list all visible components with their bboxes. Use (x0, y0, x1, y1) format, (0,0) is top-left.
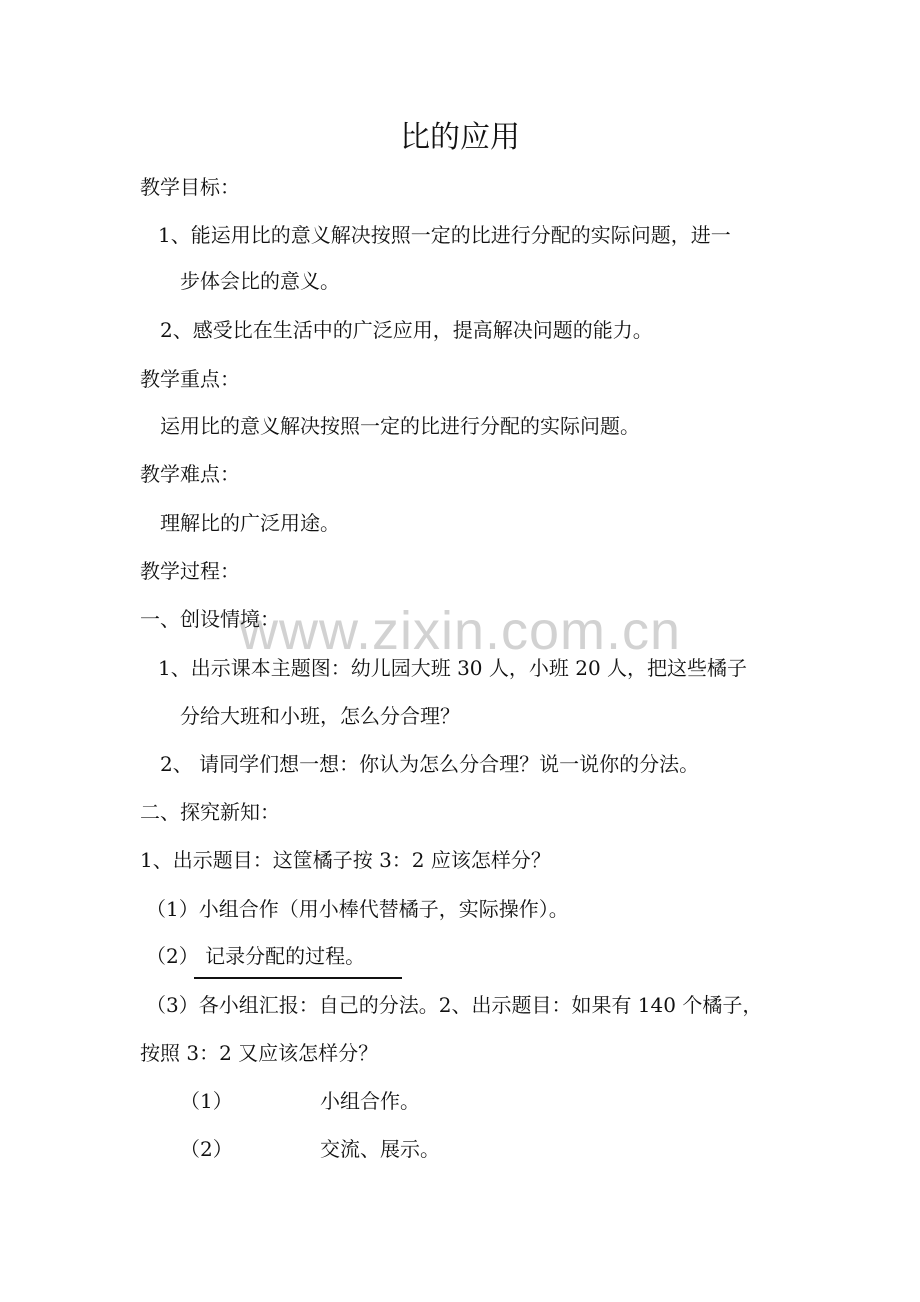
step-1: （1）小组合作（用小棒代替橘子，实际操作）。 (146, 897, 569, 921)
step-3: （3）各小组汇报：自己的分法。2、出示题目：如果有 140 个橘子， (146, 993, 763, 1017)
watermark-text: www.zixin.com.cn (238, 601, 682, 661)
section-1-item-2: 2、 请同学们想一想：你认为怎么分合理？说一说你的分法。 (160, 752, 700, 776)
document-title: 比的应用 (400, 120, 520, 155)
sub-item-1-number: （1） (180, 1089, 233, 1113)
section-2-item-1: 1、出示题目：这筐橘子按 3：2 应该怎样分？ (140, 848, 551, 872)
heading-process: 教学过程： (140, 559, 240, 583)
key-point-text: 运用比的意义解决按照一定的比进行分配的实际问题。 (160, 414, 640, 438)
underline-rule (194, 977, 402, 979)
step-3-cont: 按照 3：2 又应该怎样分？ (140, 1041, 379, 1065)
section-2-heading: 二、探究新知： (140, 800, 280, 824)
objective-1: 1、能运用比的意义解决按照一定的比进行分配的实际问题，进一 (158, 223, 731, 247)
section-1-item-1: 1、出示课本主题图：幼儿园大班 30 人，小班 20 人，把这些橘子 (158, 656, 748, 680)
sub-item-2-text: 交流、展示。 (320, 1137, 440, 1161)
sub-item-2-number: （2） (180, 1137, 233, 1161)
heading-difficulties: 教学难点： (140, 462, 240, 486)
objective-1-cont: 步体会比的意义。 (180, 269, 340, 293)
heading-objectives: 教学目标： (140, 175, 240, 199)
objective-2: 2、感受比在生活中的广泛应用，提高解决问题的能力。 (160, 318, 653, 342)
sub-item-1-text: 小组合作。 (320, 1089, 420, 1113)
difficulty-text: 理解比的广泛用途。 (160, 511, 340, 535)
section-1-item-1-cont: 分给大班和小班，怎么分合理？ (180, 704, 460, 728)
step-2: （2） 记录分配的过程。 (146, 944, 366, 968)
section-1-heading: 一、创设情境： (140, 607, 280, 631)
heading-key-points: 教学重点： (140, 367, 240, 391)
